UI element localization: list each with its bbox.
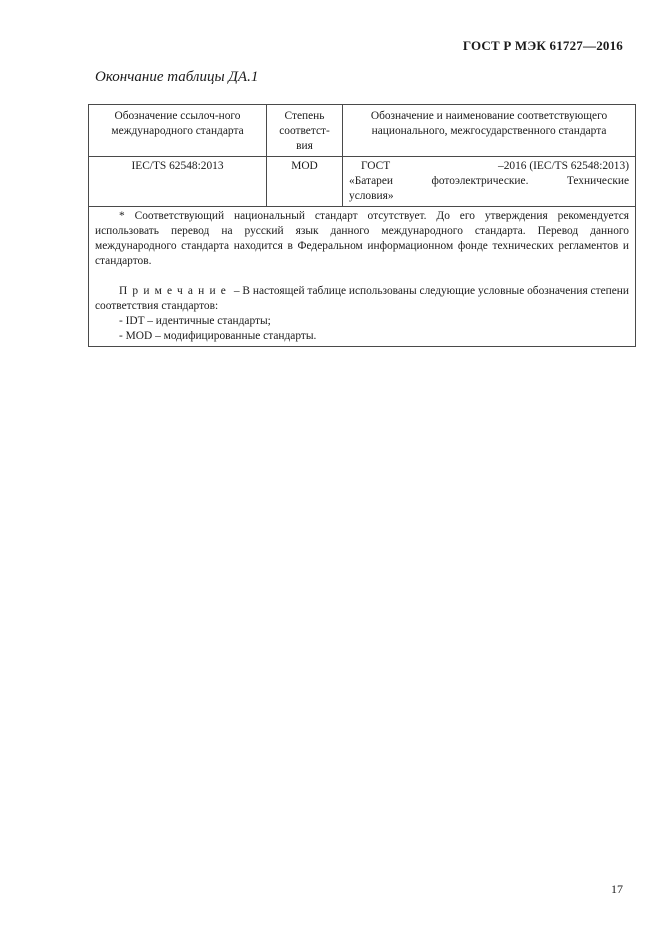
cell-degree: MOD <box>267 157 343 207</box>
page-number: 17 <box>611 882 623 896</box>
footnote-text: * Соответствующий национальный стандарт отсутствует. До его утверждения рекомендуется использовать перевод на русский язык данного международного стандарта. Перевод данного международного стандарта находится в Федеральном информационном фонде технических регламентов и стандартов. <box>95 210 629 267</box>
cell-ref-standard: IEC/TS 62548:2013 <box>89 157 267 207</box>
reference-table <box>88 104 636 347</box>
legend-item-idt: - IDT – идентичные стандарты; <box>119 315 271 327</box>
legend-item-mod: - MOD – модифицированные стандарты. <box>119 330 317 342</box>
header-national-standard: Обозначение и наименование соответствующего национального, межгосударственного стандарта <box>343 105 636 157</box>
table-footnote-row <box>89 207 636 347</box>
note-text: – В настоящей таблице использованы следующие условные обозначения степени соответствия стандартов: <box>95 285 629 312</box>
footnote-cell <box>89 207 636 347</box>
gost-prefix: ГОСТ <box>361 160 391 172</box>
table-row <box>89 157 636 207</box>
table-caption: Окончание таблицы ДА.1 <box>95 69 259 85</box>
note-paragraph <box>95 284 629 314</box>
header-degree: Степень соответст-вия <box>267 105 343 157</box>
document-code: ГОСТ Р МЭК 61727—2016 <box>462 38 623 53</box>
cell-national-standard <box>343 157 636 207</box>
header-ref-standard: Обозначение ссылоч-ного международного стандарта <box>89 105 267 157</box>
table-header-row <box>89 105 636 157</box>
gost-title-line1: «Батареи фотоэлектрические. Технические <box>349 175 629 187</box>
gost-suffix: –2016 (IEC/TS 62548:2013) <box>498 160 629 172</box>
gost-title-line2: условия» <box>349 190 394 202</box>
note-label: Примечание <box>119 285 232 297</box>
gost-designation <box>349 159 629 174</box>
